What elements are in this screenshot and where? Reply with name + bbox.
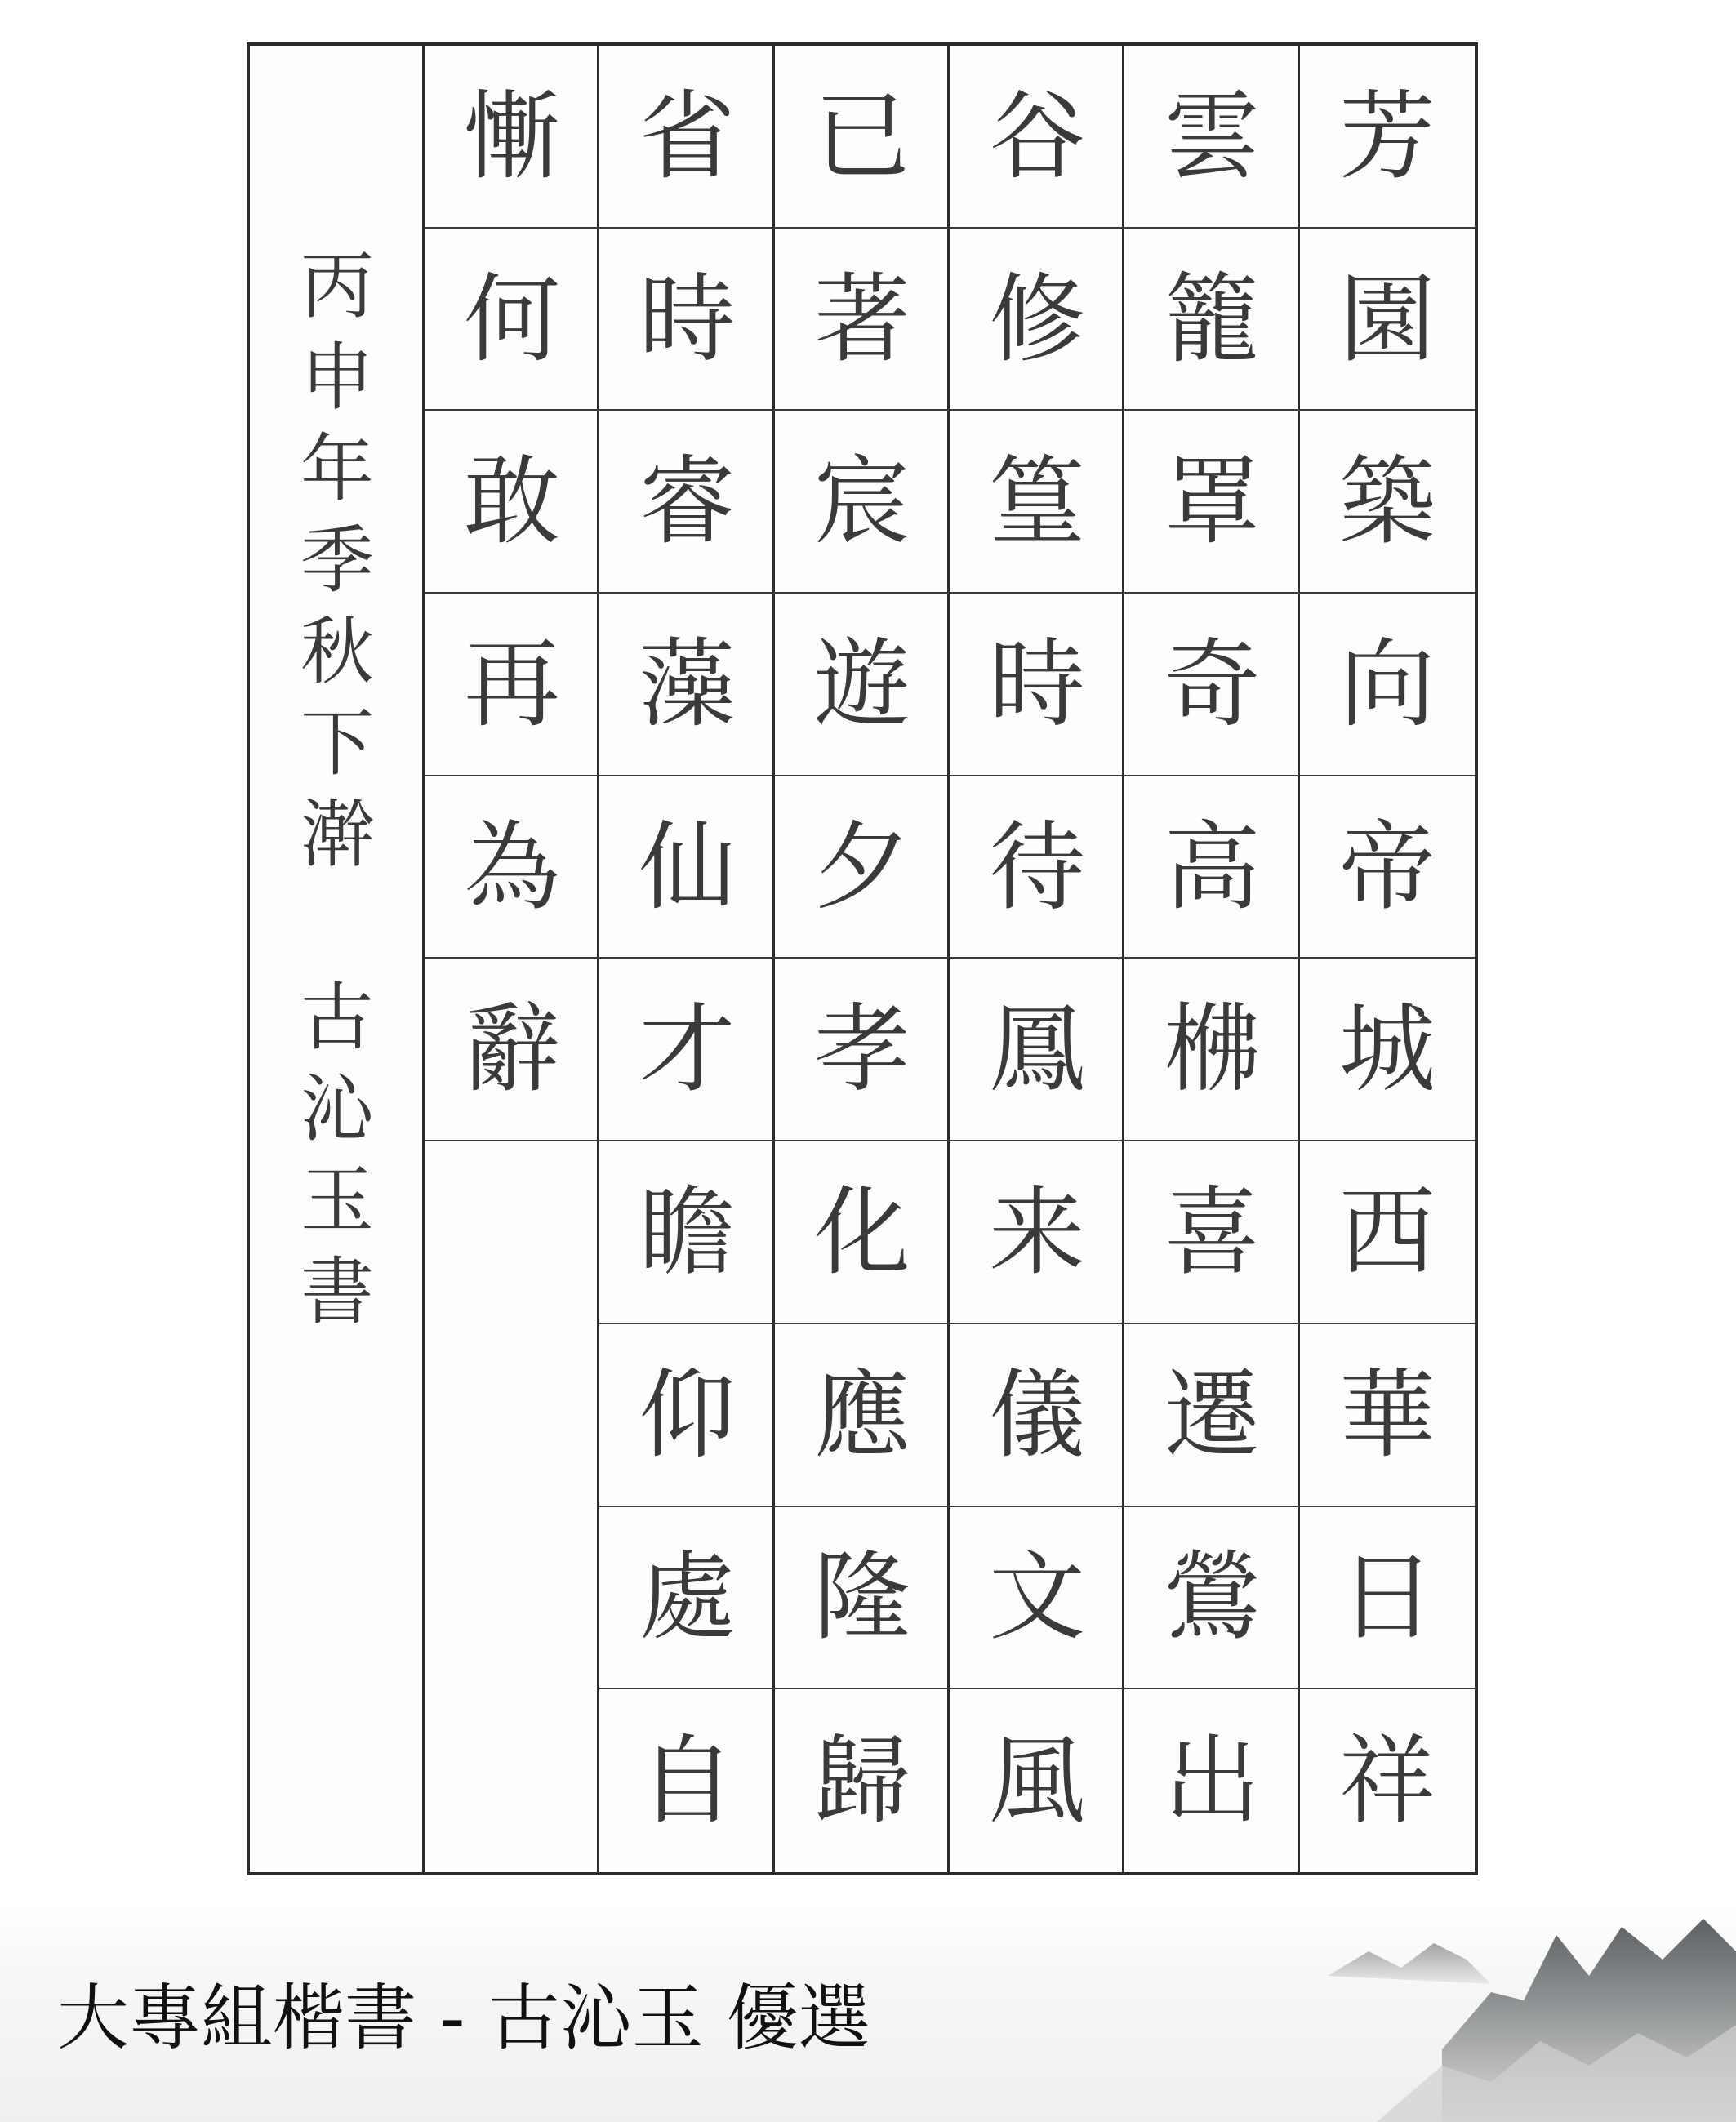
character-cell: 自 <box>639 1724 736 1838</box>
character-cell: 仰 <box>599 1324 774 1507</box>
character-cell: 籠 <box>1124 229 1299 411</box>
signature-character: 古 <box>300 975 374 1061</box>
signature-character: 下 <box>300 701 374 786</box>
character-cell: 已 <box>775 46 950 229</box>
grid-column <box>950 46 1124 1872</box>
character-cell: 瞻 <box>599 1141 774 1324</box>
character-cell: 出 <box>1164 1724 1261 1838</box>
character-cell: 雲 <box>1124 46 1299 229</box>
character-cell: 芳 <box>1300 46 1475 229</box>
character-cell: 鶯 <box>1124 1507 1299 1690</box>
character-cell: 園 <box>1300 229 1475 411</box>
character-cell: 著 <box>775 229 950 411</box>
character-cell: 文 <box>950 1507 1124 1690</box>
grid-column <box>599 46 774 1872</box>
character-cell: 喜 <box>1124 1141 1299 1324</box>
signature-character: 玉 <box>300 1158 374 1243</box>
signature-character: 書 <box>300 1249 374 1335</box>
character-cell: 罩 <box>1124 411 1299 594</box>
character-cell: 睿 <box>599 411 774 594</box>
grid-column <box>1124 46 1299 1872</box>
character-cell: 化 <box>775 1141 950 1324</box>
character-cell: 仙 <box>599 776 774 959</box>
character-cell: 梻 <box>1124 959 1299 1142</box>
character-cell: 時 <box>950 594 1124 776</box>
grid-column <box>1300 46 1475 1872</box>
character-cell: 風 <box>989 1724 1086 1838</box>
character-cell: 奇 <box>1124 594 1299 776</box>
character-cell: 待 <box>950 776 1124 959</box>
character-cell: 儀 <box>950 1324 1124 1507</box>
character-cell: 何 <box>425 229 599 411</box>
grid-column <box>425 46 599 1872</box>
character-cell: 處 <box>599 1507 774 1690</box>
signature-character: 沁 <box>300 1066 374 1152</box>
signature-character: 年 <box>300 426 374 512</box>
character-cell: 帝 <box>1300 776 1475 959</box>
character-cell: 華 <box>1300 1324 1475 1507</box>
grid-column <box>775 46 950 1872</box>
character-cell: 築 <box>1300 411 1475 594</box>
signature-character: 季 <box>300 518 374 603</box>
character-cell: 隆 <box>775 1507 950 1690</box>
character-cell: 来 <box>950 1141 1124 1324</box>
character-cell: 修 <box>950 229 1124 411</box>
character-cell: 時 <box>599 229 774 411</box>
character-cell: 城 <box>1300 959 1475 1142</box>
character-cell: 慚 <box>425 46 599 229</box>
character-cell: 敢 <box>425 411 599 594</box>
character-cell: 祥 <box>1338 1724 1436 1838</box>
character-cell: 為 <box>425 776 599 959</box>
signature-character: 丙 <box>300 243 374 329</box>
character-cell: 才 <box>599 959 774 1142</box>
signature-character: 秋 <box>300 609 374 695</box>
character-cell: 西 <box>1300 1141 1475 1324</box>
character-cell: 省 <box>599 46 774 229</box>
character-cell: 宸 <box>775 411 950 594</box>
character-cell: 高 <box>1124 776 1299 959</box>
character-cell: 日 <box>1300 1507 1475 1690</box>
character-cell: 遷 <box>1124 1324 1299 1507</box>
character-cell: 再 <box>425 594 599 776</box>
mountain-landscape-icon <box>1279 1902 1736 2122</box>
character-cell: 向 <box>1300 594 1475 776</box>
character-cell: 夕 <box>775 776 950 959</box>
character-cell: 孝 <box>775 959 950 1142</box>
character-cell: 藻 <box>599 594 774 776</box>
character-cell: 鳳 <box>950 959 1124 1142</box>
signature-character: 澣 <box>300 792 374 878</box>
character-cell: 篁 <box>950 411 1124 594</box>
character-cell: 歸 <box>813 1724 910 1838</box>
signature-column <box>250 46 425 1872</box>
signature-character: 申 <box>300 335 374 420</box>
character-cell: 應 <box>775 1324 950 1507</box>
character-cell: 辭 <box>425 959 599 1142</box>
character-cell: 遊 <box>775 594 950 776</box>
character-cell: 谷 <box>950 46 1124 229</box>
calligraphy-sheet <box>247 42 1478 1875</box>
footer-banner <box>0 1902 1736 2122</box>
footer-title: 大專組楷書 - 古沁玉 優選 <box>57 1976 870 2060</box>
